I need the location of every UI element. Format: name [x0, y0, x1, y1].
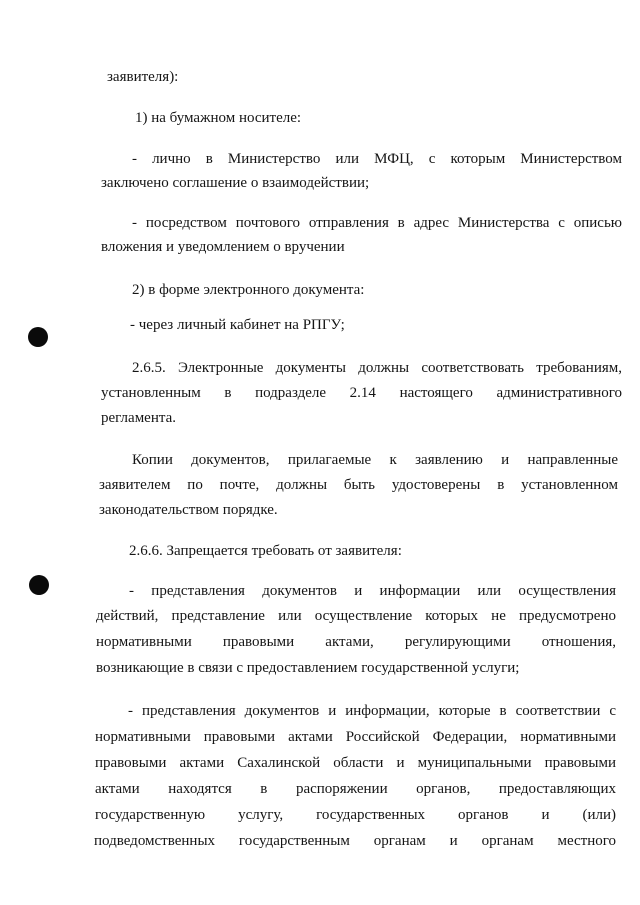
- text-line: Копии документов, прилагаемые к заявлению и направленные: [132, 452, 618, 468]
- punch-hole-mark: [28, 327, 48, 347]
- text-line: 2.6.5. Электронные документы должны соответствовать требованиям,: [132, 360, 622, 376]
- text-line: действий, представление или осуществление которых не предусмотрено: [96, 608, 616, 624]
- text-line: - посредством почтового отправления в адрес Министерства с описью: [132, 215, 622, 231]
- text-line: заявителя):: [107, 69, 179, 85]
- text-line: возникающие в связи с предоставлением государственной услуги;: [96, 660, 520, 676]
- text-line: заключено соглашение о взаимодействии;: [101, 175, 370, 191]
- text-line: 2.6.6. Запрещается требовать от заявителя:: [129, 543, 402, 559]
- text-line: государственную услугу, государственных органов и (или): [95, 807, 616, 823]
- text-line: заявителем по почте, должны быть удостоверены в установленном: [99, 477, 618, 493]
- text-line: установленным в подразделе 2.14 настоящего административного: [101, 385, 622, 401]
- text-line: вложения и уведомлением о вручении: [101, 239, 345, 255]
- text-line: нормативными правовыми актами Российской Федерации, нормативными: [95, 729, 616, 745]
- text-line: 1) на бумажном носителе:: [135, 110, 302, 126]
- text-line: регламента.: [101, 410, 177, 426]
- text-line: законодательством порядке.: [99, 502, 278, 518]
- punch-hole-mark: [29, 575, 49, 595]
- text-line: - представления документов и информации, которые в соответствии с: [128, 703, 616, 719]
- text-line: нормативными правовыми актами, регулирующими отношения,: [96, 634, 616, 650]
- text-line: - через личный кабинет на РПГУ;: [130, 317, 345, 333]
- text-line: актами находятся в распоряжении органов, предоставляющих: [95, 781, 616, 797]
- text-line: - представления документов и информации или осуществления: [129, 583, 616, 599]
- text-line: 2) в форме электронного документа:: [132, 282, 365, 298]
- text-line: подведомственных государственным органам и органам местного: [94, 833, 616, 849]
- text-line: - лично в Министерство или МФЦ, с которым Министерством: [132, 151, 622, 167]
- text-line: правовыми актами Сахалинской области и муниципальными правовыми: [95, 755, 616, 771]
